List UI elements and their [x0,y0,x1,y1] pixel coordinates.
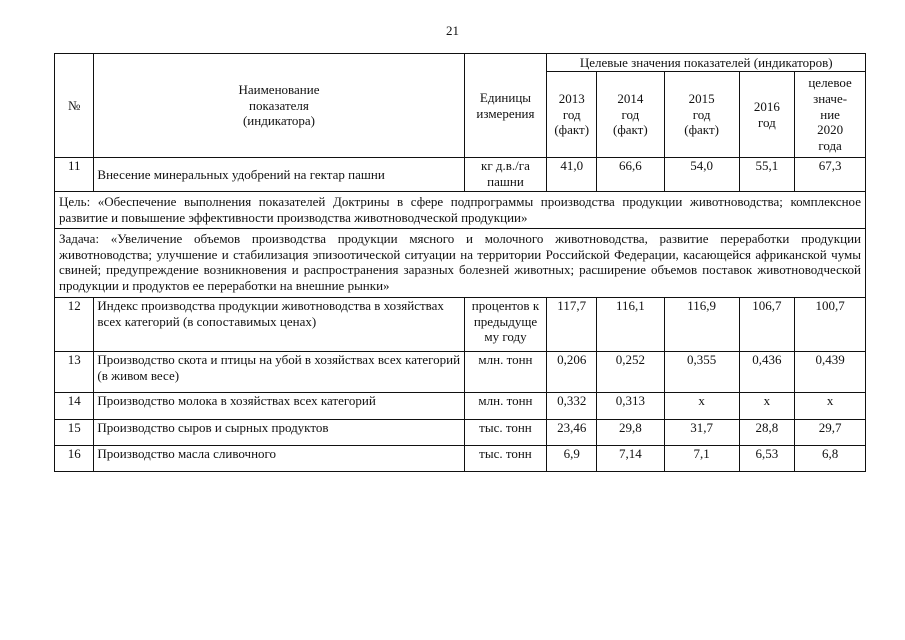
row-unit: тыс. тонн [464,419,547,445]
header-year-line: (факт) [554,122,590,138]
table-row [55,419,866,445]
row-value: 55,1 [739,158,795,192]
row-value: 0,313 [596,392,664,419]
header-unit-line: измерения [476,105,535,121]
row-num: 14 [55,392,94,419]
row-name: Внесение минеральных удобрений на гектар пашни [94,158,464,192]
indicators-table [54,53,866,472]
header-year-line: (факт) [613,122,648,138]
row-value: 116,1 [596,297,664,351]
row-value: 7,14 [596,445,664,471]
row-value: 29,7 [795,419,866,445]
row-value: 23,46 [547,419,597,445]
row-value: 6,53 [739,445,795,471]
header-year-2014 [596,72,664,158]
goal-text: Цель: «Обеспечение выполнения показателей Доктрины в сфере подпрограммы производства продукции животноводства; комплексное развитие и повышение эффективности производства животноводческой продукции» [55,192,866,229]
row-value: 117,7 [547,297,597,351]
row-unit: тыс. тонн [464,445,547,471]
row-unit: млн. тонн [464,392,547,419]
header-year-2016 [739,72,795,158]
row-unit: процентов к предыдуще му году [464,297,547,351]
row-value: 0,439 [795,351,866,392]
header-year-line: год [621,106,640,122]
header-unit-line: Единицы [479,89,532,105]
row-num: 11 [55,158,94,192]
table-row [55,351,866,392]
header-year-line: ние [820,106,840,122]
table-row [55,392,866,419]
row-name: Производство молока в хозяйствах всех категорий [94,392,464,419]
header-num: № [55,54,94,158]
row-value: 7,1 [664,445,739,471]
row-num: 13 [55,351,94,392]
header-year-line: значе- [813,90,848,106]
row-value: х [739,392,795,419]
header-year-2013 [547,72,597,158]
task-text: Задача: «Увеличение объемов производства продукции мясного и молочного животноводства, развитие переработки продукции животноводства; улучшение и стабилизация эпизоотической ситуации на территории Российской Федерации, касающейся африканской чумы свиней; предупреждение возникновения и распространения заразных болезней животных; расширение объемов поставок животноводческой продукции и продуктов ее переработки на внешние рынки» [55,228,866,297]
row-num: 16 [55,445,94,471]
row-value: 0,252 [596,351,664,392]
row-unit: млн. тонн [464,351,547,392]
header-year-2015 [664,72,739,158]
row-value: 106,7 [739,297,795,351]
row-value: 0,332 [547,392,597,419]
row-name: Производство сыров и сырных продуктов [94,419,464,445]
row-name: Индекс производства продукции животноводства в хозяйствах всех категорий (в сопоставимых ценах) [94,297,464,351]
row-value: 6,9 [547,445,597,471]
header-target-group: Целевые значения показателей (индикаторов) [547,54,866,72]
row-value: 29,8 [596,419,664,445]
row-value: 41,0 [547,158,597,192]
row-value: х [795,392,866,419]
header-year-line: 2015 [688,90,715,106]
header-year-line: 2013 [558,90,585,106]
header-year-line: год [757,114,776,130]
goal-row [55,192,866,229]
row-value: 0,436 [739,351,795,392]
row-value: 66,6 [596,158,664,192]
row-value: 116,9 [664,297,739,351]
header-year-line: год [692,106,711,122]
header-target-2020 [795,72,866,158]
row-name: Производство скота и птицы на убой в хозяйствах всех категорий (в живом весе) [94,351,464,392]
row-value: 100,7 [795,297,866,351]
task-row [55,228,866,297]
header-year-line: 2020 [817,122,844,138]
header-year-line: 2016 [753,98,780,114]
row-value: 6,8 [795,445,866,471]
row-value: 67,3 [795,158,866,192]
header-year-line: 2014 [617,90,644,106]
header-unit [464,54,547,158]
row-value: 0,206 [547,351,597,392]
row-name: Производство масла сливочного [94,445,464,471]
row-value: 31,7 [664,419,739,445]
row-num: 15 [55,419,94,445]
header-year-line: (факт) [684,122,719,138]
table-row [55,297,866,351]
header-year-line: целевое [808,74,852,90]
row-unit: кг д.в./га пашни [464,158,547,192]
row-value: 28,8 [739,419,795,445]
row-value: х [664,392,739,419]
header-name-line: показателя [249,97,309,113]
header-year-line: года [818,138,842,154]
table-row [55,158,866,192]
row-value: 0,355 [664,351,739,392]
row-num: 12 [55,297,94,351]
table-row [55,445,866,471]
header-name-line: Наименование [238,81,320,97]
header-row-1 [55,54,866,72]
header-name [94,54,464,158]
header-year-line: год [562,106,581,122]
row-value: 54,0 [664,158,739,192]
header-name-line: (индикатора) [242,113,315,129]
page-number: 21 [446,23,459,38]
